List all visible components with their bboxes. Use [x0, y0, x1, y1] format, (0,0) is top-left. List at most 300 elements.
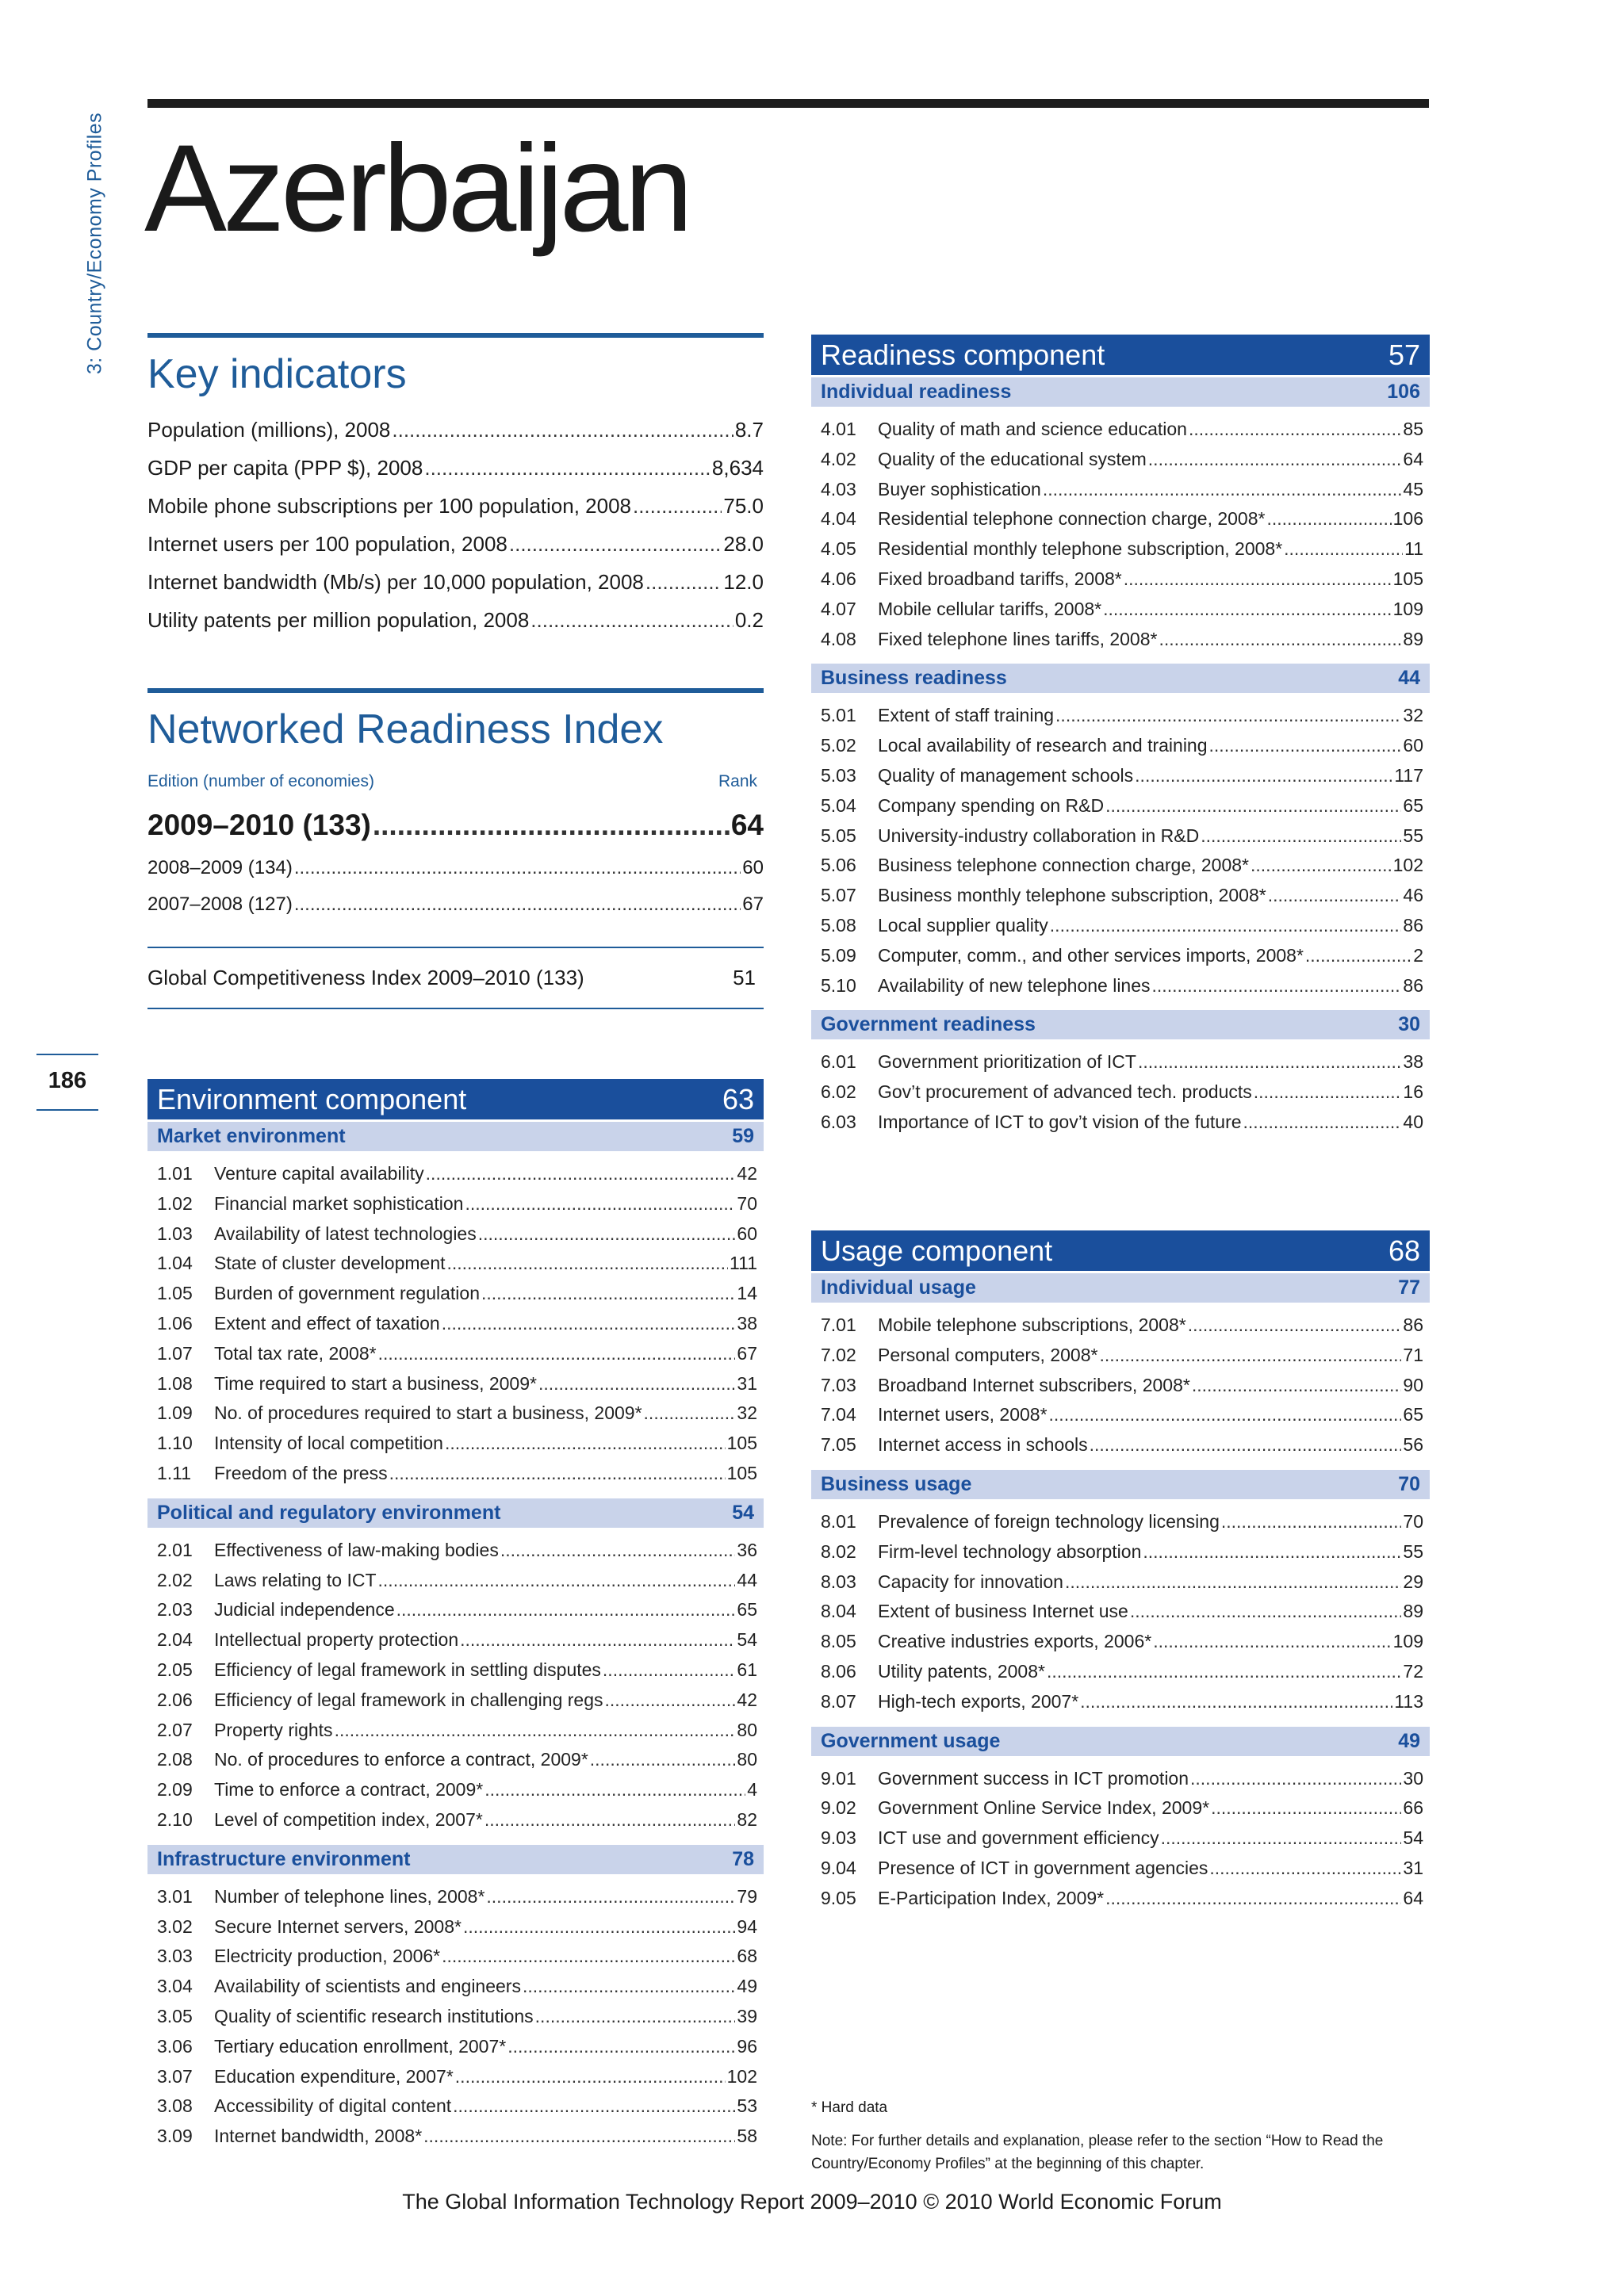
dot-leader [1189, 415, 1401, 445]
page-title: Azerbaijan [144, 120, 690, 258]
item-rank: 16 [1403, 1081, 1423, 1103]
subsection-title: Government readiness [821, 1013, 1036, 1036]
dot-leader [1049, 1400, 1402, 1430]
item-rank: 54 [737, 1629, 757, 1651]
chapter-side-tab-label: 3: Country/Economy Profiles [83, 112, 106, 375]
item-label: Utility patents per million population, 2008 [147, 608, 530, 632]
item-code: 7.02 [821, 1344, 856, 1365]
indicator-row [147, 1159, 764, 1189]
item-rank: 70 [737, 1192, 757, 1214]
indicator-row [811, 415, 1430, 445]
subsection-title: Individual readiness [821, 381, 1012, 403]
dot-leader [373, 801, 730, 850]
key-indicators-title: Key indicators [147, 351, 407, 397]
nri-current-label: 2009–2010 (133) [147, 809, 371, 841]
indicator-row [811, 1687, 1430, 1717]
gci-rank: 51 [733, 966, 756, 989]
item-code: 2.03 [157, 1599, 193, 1621]
indicator-row [811, 475, 1430, 505]
footnote: Note: For further details and explanation, please refer to the section “How to Read the Country/Economy Profiles” at the beginning of this chapter. [811, 2133, 1384, 2172]
item-rank: 12.0 [723, 570, 764, 594]
dot-leader [535, 2002, 736, 2032]
item-label: Quality of the educational system [878, 448, 1147, 469]
item-rank: 86 [1403, 914, 1423, 936]
item-code: 2.07 [157, 1719, 193, 1740]
indicator-row [811, 1108, 1430, 1138]
dot-leader [447, 1249, 729, 1279]
indicator-row [811, 791, 1430, 821]
indicator-row [811, 851, 1430, 881]
indicator-row [811, 1657, 1430, 1687]
item-rank: 65 [1403, 1404, 1423, 1425]
item-rank: 90 [1403, 1374, 1423, 1395]
item-label: 2008–2009 (134) [147, 857, 293, 878]
indicator-row [811, 1793, 1430, 1823]
indicator-row [147, 2091, 764, 2122]
indicator-row [147, 1805, 764, 1835]
item-label: Government success in ICT promotion [878, 1767, 1189, 1789]
indicator-row [811, 1884, 1430, 1914]
item-label: Secure Internet servers, 2008* [214, 1915, 462, 1937]
gci-label: Global Competitiveness Index 2009–2010 (133) [147, 966, 584, 989]
dot-leader [605, 1686, 736, 1716]
item-code: 1.07 [157, 1342, 193, 1364]
dot-leader [530, 601, 733, 639]
key-indicator-row [147, 449, 764, 487]
item-label: Number of telephone lines, 2008* [214, 1885, 485, 1907]
item-code: 1.06 [157, 1312, 193, 1334]
dot-leader [460, 1625, 735, 1655]
nri-edition-row [147, 886, 764, 923]
item-code: 1.02 [157, 1192, 193, 1214]
item-code: 1.09 [157, 1402, 193, 1424]
item-label: Quality of management schools [878, 764, 1134, 786]
item-rank: 109 [1392, 598, 1423, 619]
item-code: 2.04 [157, 1629, 193, 1651]
dot-leader [463, 1912, 735, 1942]
item-rank: 61 [737, 1659, 757, 1680]
dot-leader [1065, 1567, 1401, 1598]
dot-leader [389, 1459, 726, 1489]
nri-edition-row [147, 850, 764, 886]
item-label: Computer, comm., and other services imports, 2008* [878, 944, 1304, 966]
key-indicator-row [147, 563, 764, 601]
item-label: Quality of math and science education [878, 419, 1187, 439]
item-label: Extent of staff training [878, 705, 1055, 726]
indicator-row [811, 1077, 1430, 1108]
dot-leader [1243, 1108, 1402, 1138]
indicator-row [811, 941, 1430, 971]
item-rank: 64 [1403, 448, 1423, 469]
dot-leader [378, 1339, 736, 1369]
item-code: 8.05 [821, 1631, 856, 1652]
indicator-row [811, 701, 1430, 731]
indicator-row [147, 1309, 764, 1339]
item-rank: 40 [1403, 1111, 1423, 1132]
item-rank: 54 [1403, 1827, 1423, 1849]
item-label: Buyer sophistication [878, 478, 1041, 499]
indicator-row [811, 971, 1430, 1001]
indicator-list [811, 1499, 1430, 1725]
item-rank: 60 [1403, 735, 1423, 756]
dot-leader [378, 1566, 736, 1596]
item-rank: 79 [737, 1885, 757, 1907]
item-rank: 75.0 [723, 494, 764, 518]
item-code: 5.06 [821, 855, 856, 876]
item-rank: 117 [1394, 764, 1423, 786]
usage-component [811, 1230, 1430, 1922]
item-rank: 67 [742, 894, 764, 915]
item-label: 2007–2008 (127) [147, 894, 293, 915]
subsection-rank: 78 [732, 1847, 754, 1870]
item-code: 4.08 [821, 628, 856, 649]
item-label: Internet users, 2008* [878, 1404, 1048, 1425]
dot-leader [396, 1595, 736, 1625]
subsection-rank: 49 [1398, 1729, 1420, 1752]
dot-leader [1192, 1371, 1402, 1401]
item-code: 1.10 [157, 1433, 193, 1454]
item-label: Venture capital availability [214, 1163, 424, 1184]
section-rule [147, 333, 764, 338]
dot-leader [1105, 1884, 1401, 1914]
usage-component-header [811, 1230, 1430, 1271]
readiness-component-title: Readiness component [821, 339, 1105, 371]
item-code: 7.04 [821, 1404, 856, 1425]
item-rank: 89 [1403, 1601, 1423, 1622]
dot-leader [1138, 1047, 1401, 1077]
dot-leader [1047, 1657, 1401, 1687]
item-rank: 96 [737, 2035, 757, 2057]
dot-leader [508, 2032, 735, 2062]
subsection-header [811, 664, 1430, 693]
item-rank: 70 [1403, 1510, 1423, 1532]
readiness-component-rank: 57 [1388, 339, 1420, 371]
subsection-rank: 77 [1398, 1276, 1420, 1299]
item-rank: 29 [1403, 1571, 1423, 1592]
item-label: Capacity for innovation [878, 1571, 1063, 1592]
environment-component-rank: 63 [722, 1083, 754, 1115]
item-label: GDP per capita (PPP $), 2008 [147, 456, 423, 480]
indicator-row [147, 1566, 764, 1596]
item-rank: 72 [1403, 1660, 1423, 1682]
item-code: 8.04 [821, 1601, 856, 1622]
indicator-row [811, 821, 1430, 851]
subsection-title: Business readiness [821, 667, 1007, 690]
subsection-header [811, 1010, 1430, 1039]
item-rank: 85 [1403, 419, 1423, 439]
nri-title: Networked Readiness Index [147, 706, 664, 752]
item-label: Property rights [214, 1719, 333, 1740]
subsection-title: Infrastructure environment [157, 1847, 411, 1870]
dot-leader [424, 449, 710, 487]
item-label: Intensity of local competition [214, 1433, 443, 1454]
hard-data-note: * Hard data [811, 2099, 888, 2116]
item-rank: 31 [737, 1372, 757, 1394]
item-label: Level of competition index, 2007* [214, 1808, 483, 1830]
item-rank: 65 [1403, 794, 1423, 816]
item-rank: 94 [737, 1915, 757, 1937]
item-code: 6.01 [821, 1051, 856, 1073]
item-rank: 42 [737, 1689, 757, 1710]
item-code: 4.06 [821, 568, 856, 589]
subsection-rank: 30 [1398, 1013, 1420, 1036]
item-code: 8.02 [821, 1540, 856, 1562]
item-rank: 65 [737, 1599, 757, 1621]
item-rank: 102 [1392, 855, 1423, 876]
item-label: Judicial independence [214, 1599, 395, 1621]
item-rank: 113 [1394, 1690, 1423, 1712]
indicator-row [811, 1823, 1430, 1854]
indicator-row [147, 1775, 764, 1805]
indicator-row [811, 1627, 1430, 1657]
dot-leader [481, 1279, 735, 1309]
dot-leader [523, 1972, 735, 2002]
item-rank: 66 [1403, 1797, 1423, 1819]
item-label: Fixed telephone lines tariffs, 2008* [878, 628, 1158, 649]
subsection-header [147, 1498, 764, 1528]
item-label: Internet users per 100 population, 2008 [147, 532, 508, 556]
dot-leader [455, 2062, 726, 2092]
item-rank: 2 [1413, 944, 1423, 966]
item-label: Accessibility of digital content [214, 2095, 452, 2117]
header-rule [147, 99, 1429, 108]
subsection-rank: 44 [1398, 667, 1420, 690]
indicator-row [811, 1341, 1430, 1371]
nri-header [147, 772, 764, 791]
nri-rank-label: Rank [718, 772, 757, 790]
item-rank: 105 [726, 1462, 757, 1483]
dot-leader [485, 1805, 736, 1835]
item-code: 3.08 [157, 2095, 193, 2117]
dot-leader [1143, 1537, 1401, 1567]
item-label: Internet bandwidth, 2008* [214, 2126, 423, 2147]
dot-leader [1305, 941, 1411, 971]
dot-leader [500, 1536, 736, 1566]
indicator-row [811, 595, 1430, 625]
item-rank: 11 [1404, 538, 1423, 560]
dot-leader [442, 1309, 736, 1339]
dot-leader [1130, 1597, 1402, 1627]
item-rank: 32 [737, 1402, 757, 1424]
dot-leader [485, 1775, 745, 1805]
item-label: High-tech exports, 2007* [878, 1690, 1079, 1712]
item-code: 3.04 [157, 1976, 193, 1997]
item-rank: 106 [1392, 508, 1423, 530]
item-rank: 68 [737, 1946, 757, 1967]
indicator-row [811, 445, 1430, 475]
item-label: Presence of ICT in government agencies [878, 1857, 1208, 1878]
indicator-row [147, 1655, 764, 1686]
subsection-header [811, 1273, 1430, 1303]
item-label: Personal computers, 2008* [878, 1344, 1098, 1365]
item-code: 7.01 [821, 1314, 856, 1335]
dot-leader [426, 1159, 736, 1189]
page-number: 186 [48, 1068, 87, 1093]
subsection-rank: 70 [1398, 1472, 1420, 1495]
item-label: No. of procedures required to start a business, 2009* [214, 1402, 642, 1424]
subsection-header [811, 1470, 1430, 1499]
item-rank: 46 [1403, 885, 1423, 906]
dot-leader [1050, 911, 1402, 941]
nri-section [147, 688, 764, 1009]
item-label: Utility patents, 2008* [878, 1660, 1045, 1682]
subsection-title: Market environment [157, 1125, 346, 1147]
nri-current-rank: 64 [730, 809, 764, 841]
dot-leader [633, 487, 722, 525]
readiness-component-header [811, 335, 1430, 375]
item-rank: 64 [1403, 1887, 1423, 1908]
dot-leader [1103, 595, 1392, 625]
dot-leader [1284, 534, 1403, 564]
item-code: 5.05 [821, 825, 856, 846]
item-label: ICT use and government efficiency [878, 1827, 1159, 1849]
indicator-row [147, 2032, 764, 2062]
indicator-row [811, 1371, 1430, 1401]
item-rank: 28.0 [723, 532, 764, 556]
dot-leader [509, 525, 722, 563]
item-code: 9.01 [821, 1767, 856, 1789]
item-code: 2.08 [157, 1749, 193, 1770]
item-rank: 80 [737, 1749, 757, 1770]
item-rank: 49 [737, 1976, 757, 1997]
item-label: Freedom of the press [214, 1462, 388, 1483]
page-footer: The Global Information Technology Report 2009–2010 © 2010 World Economic Forum [402, 2190, 1222, 2214]
indicator-row [147, 1279, 764, 1309]
item-label: Extent and effect of taxation [214, 1312, 440, 1334]
item-label: Laws relating to ICT [214, 1569, 377, 1590]
dot-leader [478, 1219, 736, 1249]
dot-leader [1099, 1341, 1401, 1371]
item-label: State of cluster development [214, 1253, 446, 1274]
dot-leader [1209, 731, 1402, 761]
item-code: 2.10 [157, 1808, 193, 1830]
item-code: 7.05 [821, 1434, 856, 1456]
item-label: Education expenditure, 2007* [214, 2065, 454, 2087]
indicator-row [147, 1459, 764, 1489]
item-label: Residential telephone connection charge, 2008* [878, 508, 1266, 530]
indicator-row [147, 1745, 764, 1775]
item-rank: 105 [726, 1433, 757, 1454]
item-code: 3.09 [157, 2126, 193, 2147]
indicator-list [811, 693, 1430, 1008]
item-code: 9.03 [821, 1827, 856, 1849]
indicator-row [147, 1219, 764, 1249]
item-label: Firm-level technology absorption [878, 1540, 1142, 1562]
item-code: 5.01 [821, 705, 856, 726]
item-rank: 56 [1403, 1434, 1423, 1456]
item-label: Financial market sophistication [214, 1192, 464, 1214]
indicator-row [811, 1507, 1430, 1537]
item-label: Gov’t procurement of advanced tech. products [878, 1081, 1252, 1103]
dot-leader [590, 1745, 736, 1775]
item-code: 1.04 [157, 1253, 193, 1274]
dot-leader [335, 1716, 736, 1746]
item-code: 3.06 [157, 2035, 193, 2057]
item-label: Government Online Service Index, 2009* [878, 1797, 1210, 1819]
dot-leader [1055, 701, 1401, 731]
indicator-row [811, 534, 1430, 564]
item-label: Mobile telephone subscriptions, 2008* [878, 1314, 1186, 1335]
item-code: 4.03 [821, 478, 856, 499]
indicator-row [811, 911, 1430, 941]
dot-leader [1090, 1430, 1402, 1460]
item-rank: 30 [1403, 1767, 1423, 1789]
environment-component-title: Environment component [157, 1083, 467, 1115]
item-rank: 55 [1403, 1540, 1423, 1562]
indicator-row [147, 2122, 764, 2152]
dot-leader [294, 886, 741, 923]
dot-leader [423, 2122, 735, 2152]
item-code: 6.03 [821, 1111, 856, 1132]
indicator-row [811, 1537, 1430, 1567]
item-code: 2.02 [157, 1569, 193, 1590]
indicator-row [811, 1567, 1430, 1598]
item-code: 1.05 [157, 1283, 193, 1304]
indicator-row [811, 1854, 1430, 1884]
item-label: Mobile cellular tariffs, 2008* [878, 598, 1102, 619]
item-label: Prevalence of foreign technology licensing [878, 1510, 1220, 1532]
item-label: Internet bandwidth (Mb/s) per 10,000 population, 2008 [147, 570, 644, 594]
dot-leader [1043, 475, 1402, 505]
item-rank: 60 [737, 1223, 757, 1244]
indicator-row [811, 1764, 1430, 1794]
dot-leader [1209, 1854, 1401, 1884]
indicator-list [811, 1303, 1430, 1468]
subsection-title: Business usage [821, 1472, 972, 1495]
item-label: Intellectual property protection [214, 1629, 459, 1651]
indicator-list [147, 1151, 764, 1497]
usage-component-rank: 68 [1388, 1234, 1420, 1267]
nri-current-edition [147, 801, 764, 850]
item-rank: 4 [747, 1779, 757, 1800]
dot-leader [453, 2091, 735, 2122]
subsection-rank: 106 [1387, 381, 1420, 403]
indicator-row [147, 1942, 764, 1972]
item-label: Population (millions), 2008 [147, 418, 391, 442]
indicator-row [147, 1972, 764, 2002]
readiness-component [811, 335, 1430, 1146]
item-code: 3.02 [157, 1915, 193, 1937]
indicator-list [147, 1528, 764, 1843]
indicator-row [147, 1912, 764, 1942]
dot-leader [1188, 1311, 1402, 1341]
dot-leader [644, 1399, 736, 1429]
item-label: Efficiency of legal framework in challenging regs [214, 1689, 603, 1710]
key-indicator-row [147, 487, 764, 525]
item-rank: 0.2 [734, 608, 764, 632]
dot-leader [1080, 1687, 1392, 1717]
item-code: 2.09 [157, 1779, 193, 1800]
nri-previous-editions [147, 850, 764, 923]
indicator-row [147, 2062, 764, 2092]
item-rank: 45 [1403, 478, 1423, 499]
item-rank: 55 [1403, 825, 1423, 846]
item-rank: 58 [737, 2126, 757, 2147]
indicator-row [147, 1882, 764, 1912]
dot-leader [1251, 851, 1392, 881]
indicator-row [147, 1595, 764, 1625]
nri-edition-label: Edition (number of economies) [147, 772, 374, 790]
item-code: 5.03 [821, 764, 856, 786]
item-rank: 86 [1403, 974, 1423, 996]
subsection-header [811, 377, 1430, 407]
chapter-side-tab [79, 97, 111, 390]
indicator-row [811, 1311, 1430, 1341]
item-label: Extent of business Internet use [878, 1601, 1128, 1622]
item-label: Effectiveness of law-making bodies [214, 1539, 499, 1560]
indicator-row [147, 1399, 764, 1429]
item-code: 1.11 [157, 1462, 192, 1483]
